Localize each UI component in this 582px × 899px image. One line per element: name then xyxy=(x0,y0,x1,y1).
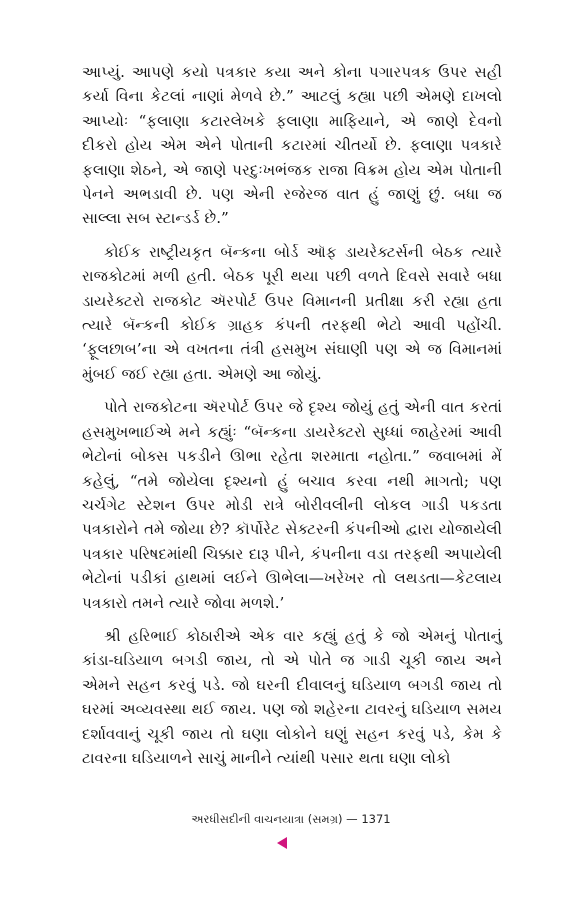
page-body xyxy=(82,60,502,779)
paragraph-bank-directors: કોઈક રાષ્ટ્રીયકૃત બૅન્કના બોર્ડ ઑફ ડાયરેક્ટર્સની બેઠક ત્યારે રાજકોટમાં મળી હતી. બેઠક પૂરી થયા પછી વળતે દિવસે સવારે બધા ડાયરેક્ટરો રાજકોટ ઍરપોર્ટ ઉપર વિમાનની પ્રતીક્ષા કરી રહ્યા હતા ત્યારે બૅન્કની કોઈક ગ્રાહક કંપની તરફથી ભેટો આવી પહોંચી. ‘ફૂલછાબ’ના એ વખતના તંત્રી હસમુખ સંઘાણી પણ એ જ વિમાનમાં મુંબઈ જઈ રહ્યા હતા. એમણે આ જોયું. xyxy=(82,242,502,383)
previous-page-arrow-icon[interactable] xyxy=(277,837,287,849)
paragraph-continuation: આપ્યું. આપણે કયો પત્રકાર કયા અને કોના પગારપત્રક ઉપર સહી કર્યા વિના કેટલાં નાણાં મેળવે છે.” આટલું કહ્યા પછી એમણે દાખલો આપ્યોઃ “ફલાણા કટારલેખકે ફલાણા માફિયાને, એ જાણે દેવનો દીકરો હોય એમ એને પોતાની કટારમાં ચીતર્યો છે. ફલાણા પત્રકારે ફલાણા શેઠને, એ જાણે પરદુઃખભંજક રાજા વિક્રમ હોય એમ પોતાની પેનને અભડાવી છે. પણ એની રજેરજ વાત હું જાણું છું. બધા જ સાલ્લા સબ સ્ટાન્ડર્ડ છે.” xyxy=(82,63,502,228)
paragraph-airport-scene: પોતે રાજકોટના ઍરપોર્ટ ઉપર જે દૃશ્ય જોયું હતું એની વાત કરતાં હસમુખભાઈએ મને કહ્યુંઃ “બૅન્કના ડાયરેક્ટરો સુધ્ધાં જાહેરમાં આવી ભેટોનાં બોક્સ પકડીને ઊભા રહેતા શરમાતા નહોતા.” જવાબમાં મેં કહેલું, “તમે જોયેલા દૃશ્યનો હું બચાવ કરવા નથી માગતો; પણ ચર્ચગેટ સ્ટેશન ઉપર મોડી રાત્રે બોરીવલીની લોકલ ગાડી પકડતા પત્રકારોને તમે જોયા છે? કૉર્પોરેટ સેક્ટરની કંપનીઓ દ્વારા યોજાયેલી પત્રકાર પરિષદમાંથી ચિક્કાર દારૂ પીને, કંપનીના વડા તરફથી અપાયેલી ભેટોનાં પડીકાં હાથમાં લઈને ઊભેલા—ખરેખર તો લથડતા—કેટલાય પત્રકારો તમને ત્યારે જોવા મળશે.’ xyxy=(82,398,502,612)
paragraph-clock-analogy: શ્રી હરિભાઈ કોઠારીએ એક વાર કહ્યું હતું કે જો એમનું પોતાનું કાંડા-ઘડિયાળ બગડી જાય, તો એ પોતે જ ગાડી ચૂકી જાય અને એમને સહન કરવું પડે. જો ઘરની દીવાલનું ઘડિયાળ બગડી જાય તો ઘરમાં અવ્યવસ્થા થઈ જાય. પણ જો શહેરના ટાવરનું ઘડિયાળ સમય દર્શાવવાનું ચૂકી જાય તો ઘણા લોકોને ઘણું સહન કરવું પડે, કેમ કે ટાવરના ઘડિયાળને સાચું માનીને ત્યાંથી પસાર થતા ઘણા લોકો xyxy=(82,626,502,767)
page-footer: અરધીસદીની વાચનયાત્રા (સમગ્ર) — 1371 xyxy=(191,812,391,826)
